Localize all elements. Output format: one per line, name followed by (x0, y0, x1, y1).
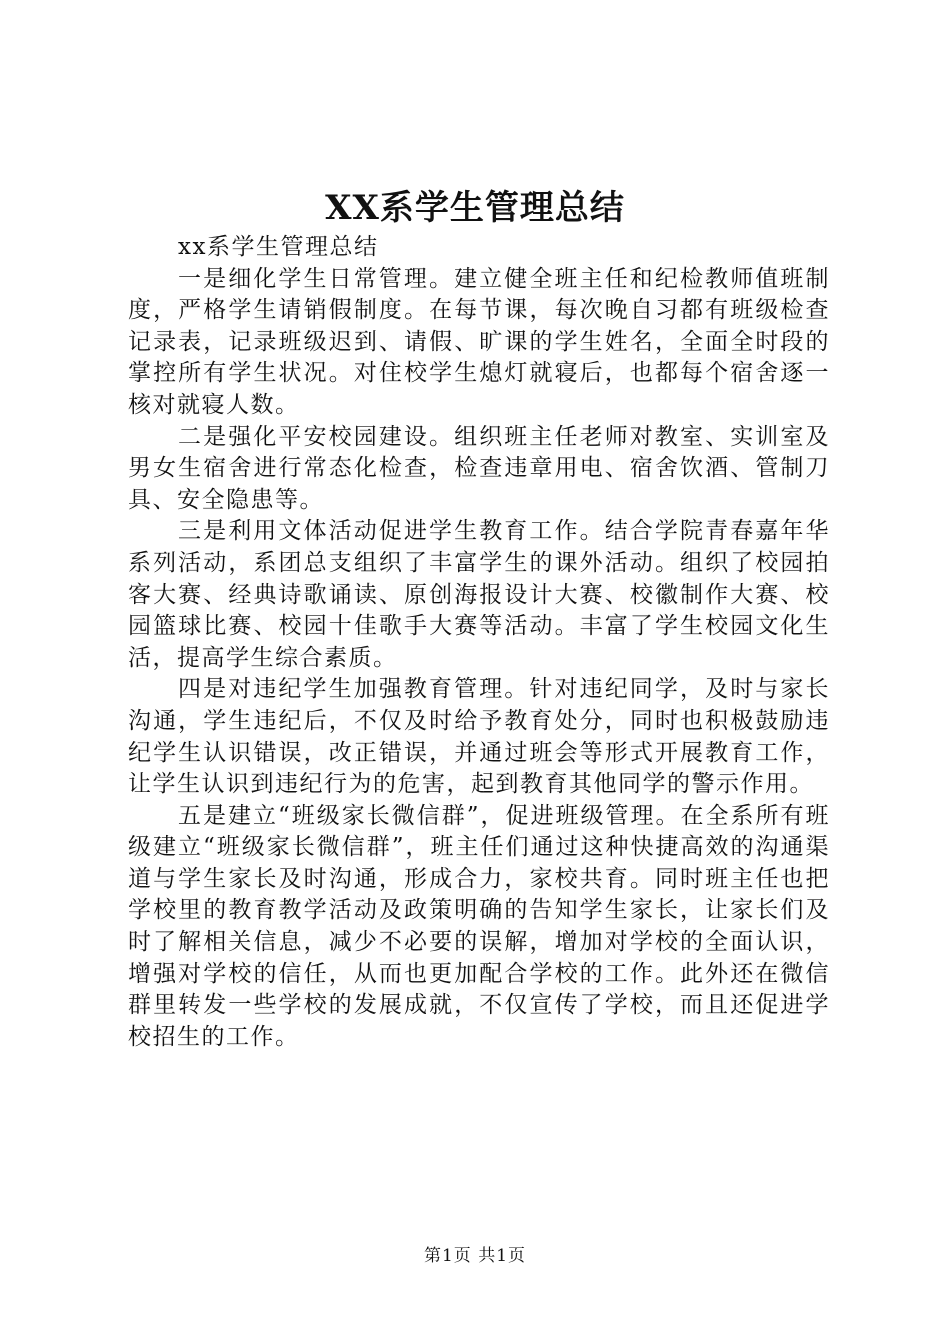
page-number-footer: 第1页 共1页 (423, 1246, 527, 1266)
subtitle-paragraph: xx系学生管理总结 (178, 234, 379, 260)
paragraph-discipline-education: 四是对违纪学生加强教育管理。针对违纪同学，及时与家长沟通，学生违纪后，不仅及时给予教育处分，同时也积极鼓励违纪学生认识错误，改正错误，并通过班会等形式开展教育工作，让学生认识到违纪行为的危害，起到教育其他同学的警示作用。 (128, 676, 830, 798)
paragraph-campus-safety: 二是强化平安校园建设。组织班主任老师对教室、实训室及男女生宿舍进行常态化检查，检查违章用电、宿舍饮酒、管制刀具、安全隐患等。 (128, 423, 830, 513)
paragraph-daily-management: 一是细化学生日常管理。建立健全班主任和纪检教师值班制度，严格学生请销假制度。在每节课，每次晚自习都有班级检查记录表，记录班级迟到、请假、旷课的学生姓名，全面全时段的掌控所有学生状况。对住校学生熄灯就寝后，也都每个宿舍逐一核对就寝人数。 (128, 265, 830, 418)
paragraph-parent-wechat-group: 五是建立“班级家长微信群”，促进班级管理。在全系所有班级建立“班级家长微信群”，班主任们通过这种快捷高效的沟通渠道与学生家长及时沟通，形成合力，家校共育。同时班主任也把学校里的教育教学活动及政策明确的告知学生家长，让家长们及时了解相关信息，减少不必要的误解，增加对学校的全面认识，增强对学校的信任，从而也更加配合学校的工作。此外还在微信群里转发一些学校的发展成就，不仅宣传了学校，而且还促进学校招生的工作。 (128, 802, 830, 1050)
paragraph-cultural-activities: 三是利用文体活动促进学生教育工作。结合学院青春嘉年华系列活动，系团总支组织了丰富学生的课外活动。组织了校园拍客大赛、经典诗歌诵读、原创海报设计大赛、校徽制作大赛、校园篮球比赛、校园十佳歌手大赛等活动。丰富了学生校园文化生活，提高学生综合素质。 (128, 518, 830, 671)
document-body (128, 232, 830, 1053)
document-title: XX系学生管理总结 (325, 188, 625, 228)
